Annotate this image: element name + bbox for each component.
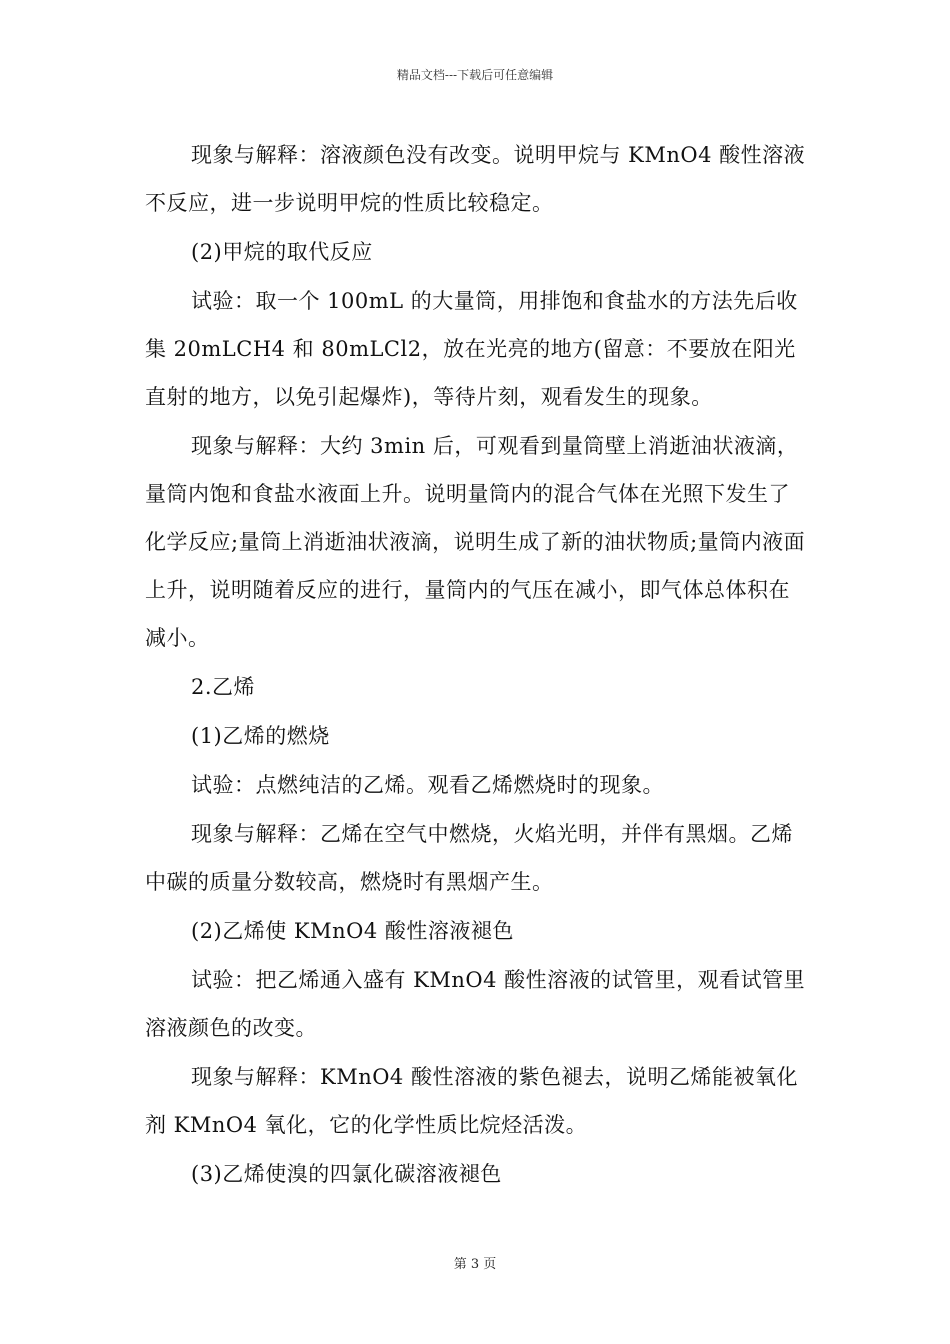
section-heading: (1)乙烯的燃烧	[191, 724, 330, 748]
paragraph: 试验：取一个 100mL 的大量筒，用排饱和食盐水的方法先后收集 20mLCH4 和 80mLCl2，放在光亮的地方(留意：不要放在阳光直射的地方，以免引起爆炸)，等待片刻，观看发生的现象。	[145, 289, 798, 409]
paragraph: 试验：把乙烯通入盛有 KMnO4 酸性溶液的试管里，观看试管里溶液颜色的改变。	[145, 968, 806, 1040]
section-heading: (2)甲烷的取代反应	[191, 240, 373, 264]
section-heading: (3)乙烯使溴的四氯化碳溶液褪色	[191, 1162, 502, 1186]
paragraph: 现象与解释：KMnO4 酸性溶液的紫色褪去，说明乙烯能被氧化剂 KMnO4 氧化，它的化学性质比烷烃活泼。	[145, 1065, 798, 1137]
section-heading: (2)乙烯使 KMnO4 酸性溶液褪色	[191, 919, 514, 943]
page-number: 第 3 页	[453, 1257, 497, 1272]
paragraph: 现象与解释：乙烯在空气中燃烧，火焰光明，并伴有黑烟。乙烯中碳的质量分数较高，燃烧时有黑烟产生。	[145, 822, 793, 894]
paragraph: 试验：点燃纯洁的乙烯。观看乙烯燃烧时的现象。	[191, 773, 664, 797]
document-body	[145, 131, 810, 1199]
section-heading: 2.乙烯	[191, 675, 256, 699]
page-header: 精品文档---下载后可任意编辑	[396, 68, 554, 82]
paragraph: 现象与解释：大约 3min 后，可观看到量筒壁上消逝油状液滴，量筒内饱和食盐水液面上升。说明量筒内的混合气体在光照下发生了化学反应;量筒上消逝油状液滴，说明生成了新的油状物质;量筒内液面上升，说明随着反应的进行，量筒内的气压在减小，即气体总体积在减小。	[145, 434, 806, 650]
paragraph: 现象与解释：溶液颜色没有改变。说明甲烷与 KMnO4 酸性溶液不反应，进一步说明甲烷的性质比较稳定。	[145, 143, 806, 215]
